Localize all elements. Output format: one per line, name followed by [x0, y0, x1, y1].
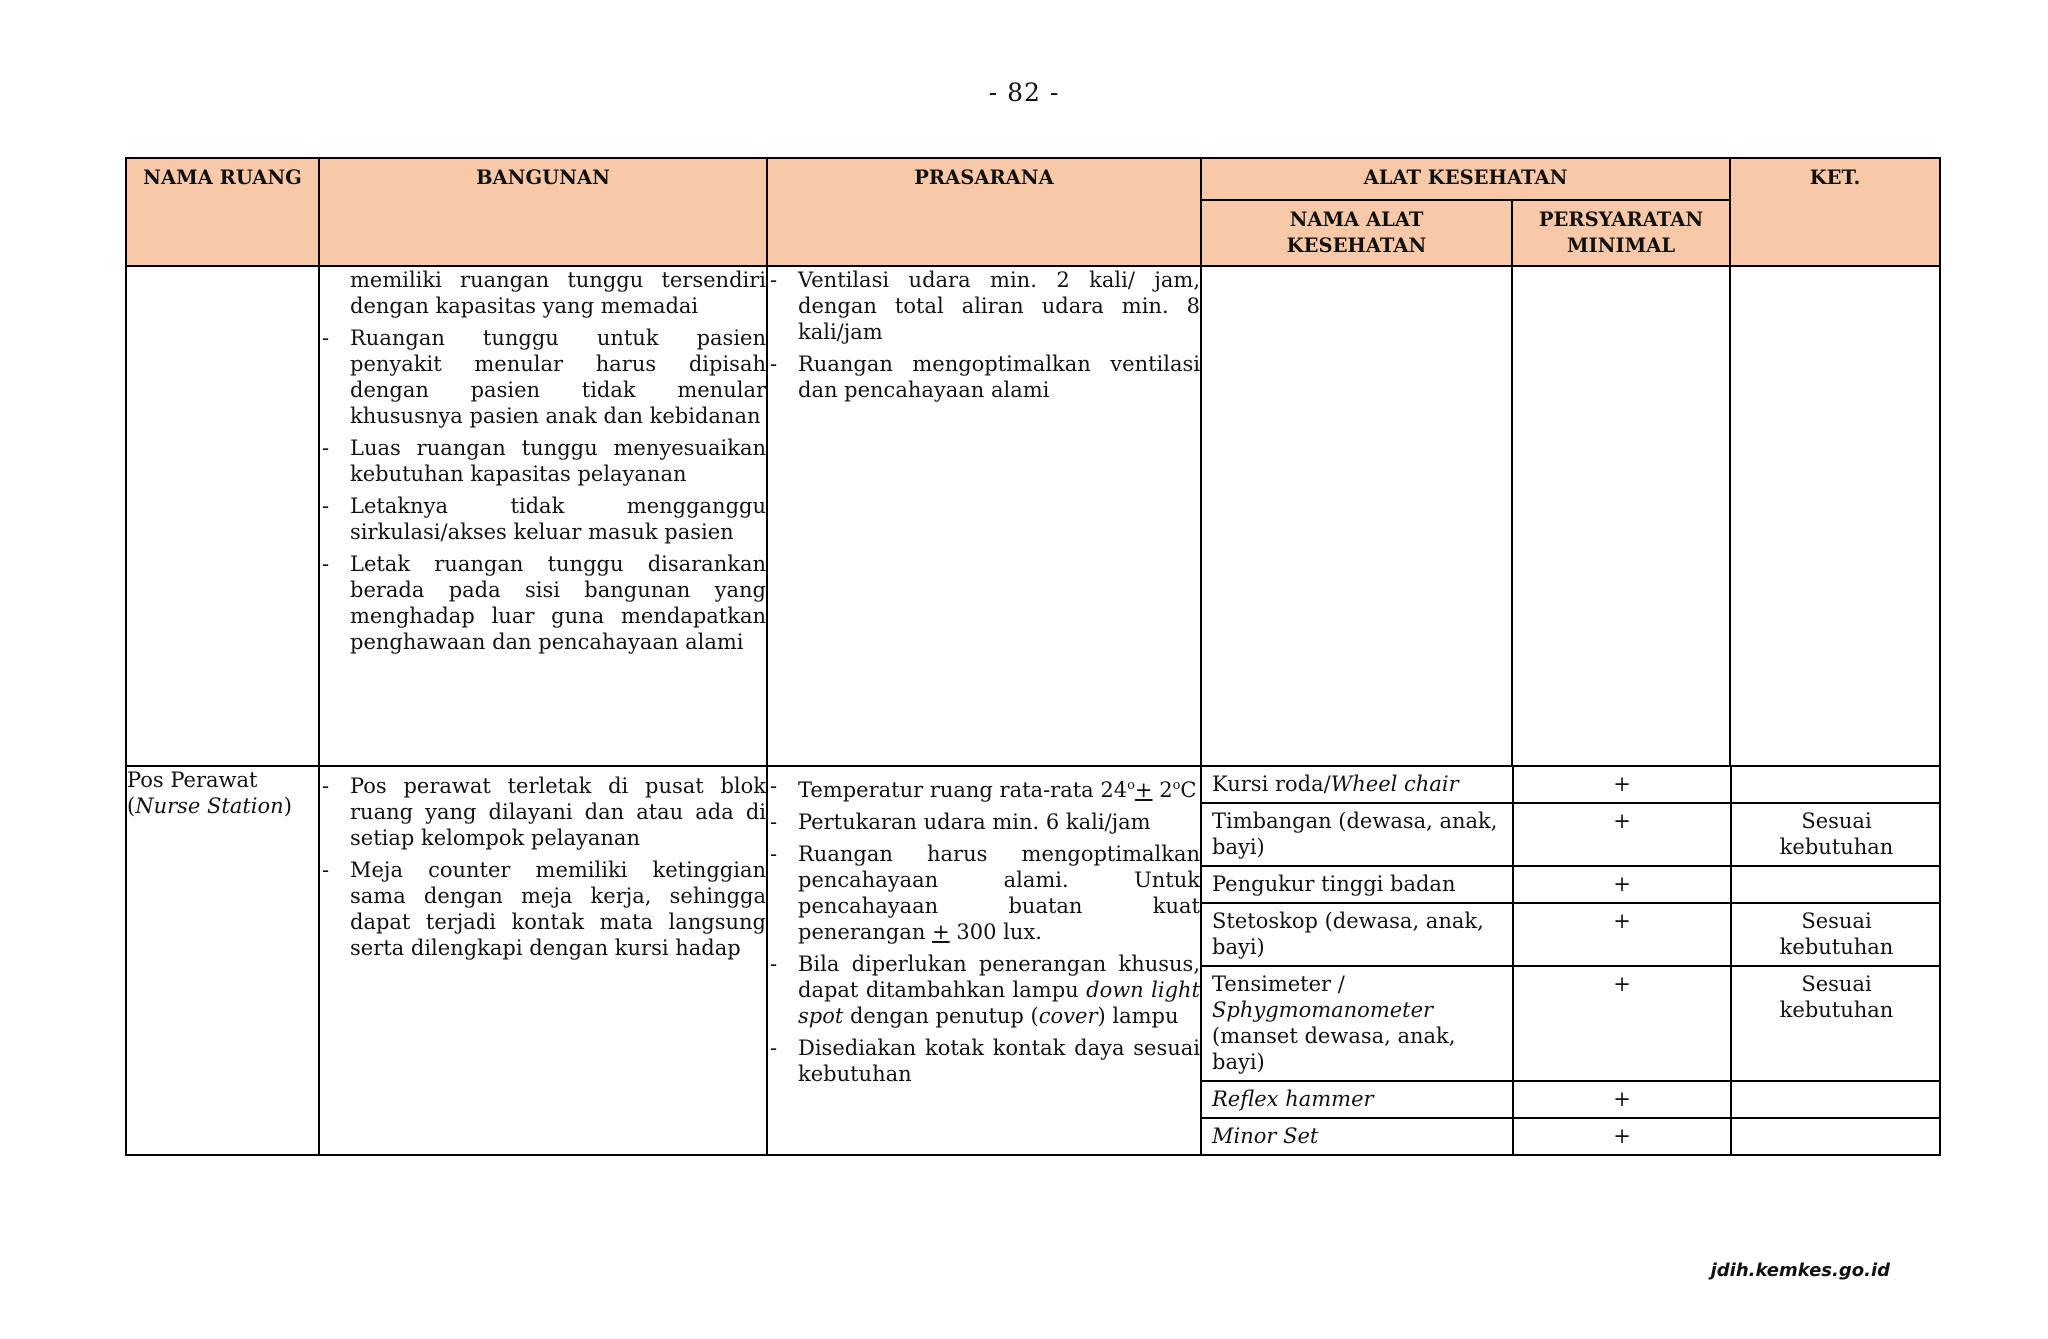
- list-item: - Meja counter memiliki ketinggian sama dengan meja kerja, sehingga dapat terjadi kontak mata langsung serta dilengkapi dengan kursi hadap: [320, 857, 766, 961]
- equipment-name: Kursi roda/Wheel chair: [1202, 767, 1513, 803]
- table-row-nurse-station: [126, 766, 1940, 1155]
- equipment-row: [1202, 866, 1941, 903]
- list-item: - Pos perawat terletak di pusat blok ruang yang dilayani dan atau ada di setiap kelompok pelayanan: [320, 773, 766, 851]
- cell-nama-ruang-nurse: Pos Perawat (Nurse Station): [126, 766, 319, 1155]
- bangunan-continued-text: memiliki ruangan tunggu tersendiri dengan kapasitas yang memadai: [350, 268, 766, 318]
- equipment-row: [1202, 803, 1941, 866]
- equipment-row: [1202, 1081, 1941, 1118]
- equipment-ket: Sesuai kebutuhan: [1731, 903, 1941, 966]
- list-item: - Bila diperlukan penerangan khusus, dapat ditambahkan lampu down light spot dengan penutup (cover) lampu: [768, 951, 1200, 1029]
- cell-persyaratan-empty: [1512, 266, 1730, 766]
- list-item: - Ruangan harus mengoptimalkan pencahayaan alami. Untuk pencahayaan buatan kuat penerangan + 300 lux.: [768, 841, 1200, 945]
- cell-ket-empty: [1730, 266, 1940, 766]
- bangunan-list: [320, 773, 766, 961]
- page-number: - 82 -: [988, 78, 1060, 107]
- equipment-ket: [1731, 767, 1941, 803]
- equipment-name: Pengukur tinggi badan: [1202, 866, 1513, 903]
- list-item: - Pertukaran udara min. 6 kali/jam: [768, 809, 1200, 835]
- cell-nama-ruang-empty: [126, 266, 319, 766]
- room-name: Pos Perawat: [127, 768, 258, 792]
- equipment-req: +: [1513, 803, 1731, 866]
- cell-prasarana-waiting: [767, 266, 1201, 766]
- equipment-req: +: [1513, 903, 1731, 966]
- equipment-req: +: [1513, 1081, 1731, 1118]
- equipment-name: Timbangan (dewasa, anak, bayi): [1202, 803, 1513, 866]
- cell-bangunan-nurse: [319, 766, 767, 1155]
- equipment-name: Stetoskop (dewasa, anak, bayi): [1202, 903, 1513, 966]
- equipment-name: Minor Set: [1212, 1124, 1319, 1148]
- equipment-name: Reflex hammer: [1202, 1081, 1513, 1118]
- equipment-ket: [1731, 1081, 1941, 1118]
- room-name-en: Nurse Station: [135, 794, 284, 818]
- list-item: - Luas ruangan tunggu menyesuaikan kebutuhan kapasitas pelayanan: [320, 435, 766, 487]
- equipment-row: [1202, 966, 1941, 1081]
- list-item: - Ruangan tunggu untuk pasien penyakit menular harus dipisah dengan pasien tidak menular khususnya pasien anak dan kebidanan: [320, 325, 766, 429]
- list-item: - Temperatur ruang rata-rata $24^o+ 2^oC$: [768, 773, 1200, 803]
- header-alat-kesehatan: ALAT KESEHATAN: [1201, 158, 1730, 200]
- equipment-req: +: [1513, 966, 1731, 1081]
- cell-nama-alat-empty: [1201, 266, 1512, 766]
- list-item: - Ruangan mengoptimalkan ventilasi dan pencahayaan alami: [768, 351, 1200, 403]
- prasarana-list: [768, 773, 1200, 1087]
- cell-bangunan-waiting: [319, 266, 767, 766]
- equipment-row: [1202, 767, 1941, 803]
- list-item: - Letak ruangan tunggu disarankan berada pada sisi bangunan yang menghadap luar guna mendapatkan penghawaan dan pencahayaan alami: [320, 551, 766, 655]
- list-item: - Letaknya tidak mengganggu sirkulasi/akses keluar masuk pasien: [320, 493, 766, 545]
- equipment-req: +: [1513, 1118, 1731, 1154]
- equipment-table: [1202, 767, 1941, 1154]
- equipment-ket: [1731, 866, 1941, 903]
- header-nama-alat: NAMA ALAT KESEHATAN: [1201, 200, 1512, 266]
- equipment-row: [1202, 1118, 1941, 1154]
- cell-prasarana-nurse: [767, 766, 1201, 1155]
- header-prasarana: PRASARANA: [767, 158, 1201, 266]
- prasarana-list: [768, 267, 1200, 403]
- equipment-ket: [1731, 1118, 1941, 1154]
- header-nama-ruang: NAMA RUANG: [126, 158, 319, 266]
- equipment-ket: Sesuai kebutuhan: [1731, 966, 1941, 1081]
- list-item: - Ventilasi udara min. 2 kali/ jam, dengan total aliran udara min. 8 kali/jam: [768, 267, 1200, 345]
- equipment-name: Tensimeter / Sphygmomanometer (manset dewasa, anak, bayi): [1202, 966, 1513, 1081]
- cell-equipment-group: [1201, 766, 1940, 1155]
- header-persyaratan: PERSYARATAN MINIMAL: [1512, 200, 1730, 266]
- equipment-ket: Sesuai kebutuhan: [1731, 803, 1941, 866]
- facility-table: [125, 157, 1941, 1156]
- equipment-req: +: [1513, 866, 1731, 903]
- bangunan-list: [320, 325, 766, 655]
- equipment-row: [1202, 903, 1941, 966]
- footer-source: jdih.kemkes.go.id: [1710, 1260, 1890, 1281]
- list-item: - Disediakan kotak kontak daya sesuai kebutuhan: [768, 1035, 1200, 1087]
- header-bangunan: BANGUNAN: [319, 158, 767, 266]
- table-row-waiting-room: [126, 266, 1940, 766]
- header-ket: KET.: [1730, 158, 1940, 266]
- equipment-req: +: [1513, 767, 1731, 803]
